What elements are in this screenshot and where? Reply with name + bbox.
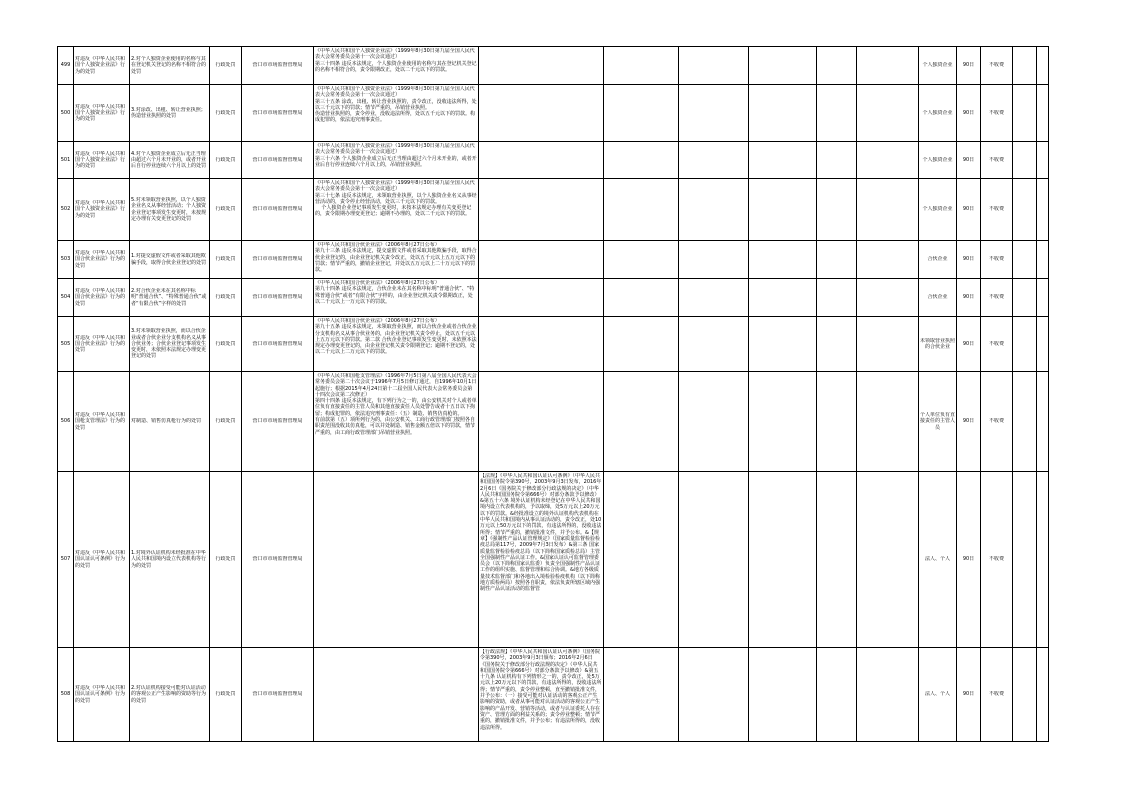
blank-cell (679, 85, 749, 142)
matter-type-text: 行政处罚 (215, 418, 236, 425)
matter-name (74, 179, 130, 241)
enforcement-body-text: 营口市市场监督管理局 (252, 62, 303, 69)
matter-name (74, 648, 130, 742)
legal-basis (314, 317, 479, 372)
subject-text: 法人、个人 (924, 691, 950, 698)
row-number-text: 504 (60, 294, 71, 301)
time-limit (957, 142, 981, 179)
blank-cell (1037, 85, 1049, 142)
time-limit (957, 472, 981, 648)
matter-name-text: 对违反《中华人民共和国枪支管理法》行为的处罚 (75, 412, 126, 431)
sub-item-name (130, 241, 210, 279)
matter-name (74, 85, 130, 142)
blank-cell (604, 179, 679, 241)
blank-cell (679, 317, 749, 372)
blank-cell (604, 241, 679, 279)
blank-cell (679, 472, 749, 648)
enforcement-table (57, 46, 1049, 742)
blank-cell (857, 142, 919, 179)
blank-cell (749, 47, 817, 85)
fee (981, 317, 1013, 372)
table-row (58, 179, 1049, 241)
matter-name-text: 对违反《中华人民共和国个人独资企业法》行为的处罚 (75, 56, 126, 75)
enforcement-body (242, 85, 314, 142)
blank-cell (817, 142, 857, 179)
blank-cell (679, 648, 749, 742)
blank-cell (749, 279, 817, 317)
blank-cell (1037, 47, 1049, 85)
time-limit-text: 90日 (962, 206, 975, 213)
blank-cell (1013, 317, 1037, 372)
matter-type (210, 85, 242, 142)
matter-type-text: 行政处罚 (215, 62, 236, 69)
blank-cell (857, 317, 919, 372)
blank-cell (857, 372, 919, 472)
row-number (58, 179, 74, 241)
blank-cell (1037, 241, 1049, 279)
time-limit (957, 179, 981, 241)
blank-cell (1013, 179, 1037, 241)
enforcement-body (242, 279, 314, 317)
subject-text: 合伙企业 (927, 294, 948, 301)
legal-basis-text: 《中华人民共和国个人独资企业法》（1999年8月30日第九届全国人民代表大会常务委员会第十一次会议通过） 第三十四条 违反本法规定，个人独资企业使用的名称与其在登记机关登记的名称不相符合的，责令限期改正，处以二千元以下的罚款。 (315, 48, 477, 73)
fee-text: 不收费 (988, 691, 1004, 698)
legal-basis (314, 179, 479, 241)
matter-type (210, 241, 242, 279)
subject-text: 个人单位负有直接责任的主管人员 (920, 412, 955, 431)
table-row (58, 648, 1049, 742)
row-number (58, 317, 74, 372)
enforcement-body-text: 营口市市场监督管理局 (252, 691, 303, 698)
time-limit-text: 90日 (962, 294, 975, 301)
matter-type-text: 行政处罚 (215, 156, 236, 163)
enforcement-body-text: 营口市市场监督管理局 (252, 109, 303, 116)
sub-item-name (130, 85, 210, 142)
row-number (58, 279, 74, 317)
blank-cell (1013, 648, 1037, 742)
blank-cell (817, 317, 857, 372)
subject (919, 372, 957, 472)
time-limit (957, 317, 981, 372)
legal-basis-alt-text: 【行政法规】《中华人民共和国认证认可条例》（国务院令第390号，2003年9月3日颁布；2016年2月6日《国务院关于修改部分行政法规的决定》（中华人民共和国国务院令第666号）对部分条款予以修改）&第五十九条 认证机构有下列情形之一的，责令改正，处5万元以上20万元以下的罚款，有违法所得的，没收违法所得；情节严重的，责令停业整顿，直至撤销批准文件，并予公布：（一）接受可能对认证活动的客观公正产生影响的资助，或者从事可能对认证活动的客观公正产生影响的产品开发、营销等活动，或者与认证委托人存在资产、管理方面的利益关系的；责令停业整顿；情节严重的，撤销批准文件，并予公布；有违法所得的，没收违法所得。 (480, 649, 602, 731)
blank-cell (1037, 179, 1049, 241)
sub-item-name (130, 648, 210, 742)
matter-name (74, 372, 130, 472)
blank-cell (817, 179, 857, 241)
subject-text: 个人独资企业 (922, 156, 953, 163)
row-number (58, 472, 74, 648)
enforcement-body-text: 营口市市场监督管理局 (252, 206, 303, 213)
matter-name-text: 对违反《中华人民共和国合伙企业法》行为的处罚 (75, 250, 126, 269)
sub-item-name-text: 3.对未领取营业执照，而以合伙企业或者合伙企业分支机构名义从事合伙业务；合伙企业登记事项发生变更时，未依照本法规定办理变更登记的处罚 (131, 328, 207, 360)
blank-cell (679, 241, 749, 279)
blank-cell (604, 85, 679, 142)
fee-text: 不收费 (988, 206, 1004, 213)
legal-basis-alt (479, 648, 604, 742)
legal-basis-alt (479, 472, 604, 648)
fee-text: 不收费 (988, 156, 1004, 163)
sub-item-name (130, 142, 210, 179)
row-number (58, 372, 74, 472)
blank-cell (817, 372, 857, 472)
table-row (58, 85, 1049, 142)
sub-item-name (130, 279, 210, 317)
row-number (58, 648, 74, 742)
legal-basis-alt (479, 47, 604, 85)
matter-type (210, 47, 242, 85)
fee (981, 472, 1013, 648)
sub-item-name-text: 2.对个人独资企业使用的名称与其在登记机关登记的名称不相符合的处罚 (131, 56, 207, 75)
enforcement-body-text: 营口市市场监督管理局 (252, 418, 303, 425)
fee-text: 不收费 (988, 294, 1004, 301)
time-limit-text: 90日 (962, 109, 975, 116)
fee (981, 241, 1013, 279)
blank-cell (679, 279, 749, 317)
matter-type-text: 行政处罚 (215, 256, 236, 263)
matter-type (210, 142, 242, 179)
fee (981, 279, 1013, 317)
blank-cell (857, 47, 919, 85)
table-row (58, 317, 1049, 372)
matter-type (210, 179, 242, 241)
legal-basis (314, 85, 479, 142)
subject-text: 个人独资企业 (922, 62, 953, 69)
matter-type-text: 行政处罚 (215, 206, 236, 213)
subject-text: 个人独资企业 (922, 109, 953, 116)
blank-cell (1013, 47, 1037, 85)
legal-basis (314, 47, 479, 85)
enforcement-body (242, 241, 314, 279)
sub-item-name-text: 5.对未领取营业执照，以个人独资企业名义从事经营活动；个人独资企业登记事项发生变更时，未按规定办理有关变更登记的处罚 (131, 196, 207, 222)
fee-text: 不收费 (988, 256, 1004, 263)
enforcement-body (242, 142, 314, 179)
enforcement-body-text: 营口市市场监督管理局 (252, 556, 303, 563)
blank-cell (857, 472, 919, 648)
matter-name-text: 对违反《中华人民共和国合伙企业法》行为的处罚 (75, 334, 126, 354)
subject (919, 142, 957, 179)
blank-cell (1013, 372, 1037, 472)
time-limit (957, 241, 981, 279)
row-number (58, 47, 74, 85)
subject (919, 241, 957, 279)
legal-basis-text: 《中华人民共和国个人独资企业法》（1999年8月30日第九届全国人民代表大会常务委员会第十一次会议通过） 第三十七条 违反本法规定，未领取营业执照，以个人独资企业名义从事经营活动的，责令停止经营活动，处以三千元以下的罚款。 个人独资企业登记事项发生变更时，未按本法规定办理有关变更登记的，责令限期办理变更登记；逾期不办理的，处以二千元以下的罚款。 (315, 180, 477, 218)
row-number-text: 506 (60, 418, 71, 425)
matter-name (74, 142, 130, 179)
sub-item-name (130, 372, 210, 472)
table-row (58, 142, 1049, 179)
enforcement-body (242, 317, 314, 372)
blank-cell (604, 648, 679, 742)
blank-cell (817, 47, 857, 85)
subject (919, 472, 957, 648)
fee (981, 142, 1013, 179)
legal-basis (314, 648, 479, 742)
enforcement-body (242, 472, 314, 648)
enforcement-body-text: 营口市市场监督管理局 (252, 156, 303, 163)
legal-basis-text: 《中华人民共和国合伙企业法》（2006年8月27日公布） 第九十四条 违反本法规定，合伙企业未在其名称中标明“普通合伙”、“特殊普通合伙”或者“有限合伙”字样的，由企业登记机关责令限期改正，处以二千元以上一万元以下的罚款。 (315, 280, 475, 305)
sub-item-name (130, 179, 210, 241)
blank-cell (1037, 142, 1049, 179)
matter-name (74, 241, 130, 279)
sub-item-name (130, 317, 210, 372)
blank-cell (679, 142, 749, 179)
matter-name (74, 279, 130, 317)
matter-name-text: 对违反《中华人民共和国认证认可条例》行为的处罚 (75, 550, 126, 569)
fee-text: 不收费 (988, 340, 1004, 347)
blank-cell (604, 279, 679, 317)
blank-cell (749, 142, 817, 179)
blank-cell (679, 47, 749, 85)
legal-basis-alt (479, 317, 604, 372)
matter-name-text: 对违反《中华人民共和国个人独资企业法》行为的处罚 (75, 103, 126, 123)
legal-basis-text: 《中华人民共和国枪支管理法》（1996年7月5日第八届全国人民代表大会常务委员会第二十次会议于1996年7月5日修订通过，自1996年10月1日起施行；根据2015年4月24日第十二届全国人民代表大会常务委员会第十四次会议第二次修正） 第四十四条 违反本法规定，有下列行为之一的，由公安机关对个人或者单位负有直接责任的主管人员和其他直接责任人员处警告或者十五日以下拘留；构成犯罪的，依法追究刑事责任：（五）制造、销售仿真枪的。 有前款第（五）项所列行为的，由公安机关、工商行政管理部门按照各自职责范围没收其仿真枪，可以并处制造、销售金额五倍以下的罚款，情节严重的，由工商行政管理部门吊销营业执照。 (315, 373, 477, 436)
row-number (58, 142, 74, 179)
matter-name (74, 317, 130, 372)
blank-cell (749, 648, 817, 742)
time-limit-text: 90日 (962, 418, 975, 425)
fee-text: 不收费 (988, 556, 1004, 563)
blank-cell (1013, 85, 1037, 142)
matter-name-text: 对违反《中华人民共和国合伙企业法》行为的处罚 (75, 288, 126, 307)
table-row (58, 241, 1049, 279)
blank-cell (857, 179, 919, 241)
fee (981, 85, 1013, 142)
row-number-text: 503 (60, 256, 71, 263)
legal-basis-alt (479, 179, 604, 241)
blank-cell (604, 372, 679, 472)
fee-text: 不收费 (988, 109, 1004, 116)
time-limit (957, 648, 981, 742)
fee-text: 不收费 (988, 62, 1004, 69)
subject-text: 未领取营业执照的合伙企业 (920, 337, 955, 350)
legal-basis (314, 279, 479, 317)
sub-item-name-text: 1.对境外认证机构未经批准在中华人民共和国境内设立代表机构等行为的处罚 (131, 550, 207, 569)
blank-cell (1013, 279, 1037, 317)
row-number (58, 85, 74, 142)
blank-cell (857, 648, 919, 742)
blank-cell (857, 85, 919, 142)
sub-item-name-text: 对制造、销售仿真枪行为的处罚 (131, 418, 202, 425)
legal-basis (314, 241, 479, 279)
legal-basis-text: 《中华人民共和国合伙企业法》（2006年8月27日公布） 第九十三条 违反本法规定，提交虚假文件或者采取其他欺骗手段，取得合伙企业登记的，由企业登记机关责令改正，处以五千元以上五万元以下的罚款；情节严重的，撤销企业登记，并处以五万元以上二十万元以下的罚款。 (315, 242, 477, 274)
time-limit (957, 372, 981, 472)
fee (981, 648, 1013, 742)
blank-cell (817, 241, 857, 279)
subject-text: 个人独资企业 (922, 206, 953, 213)
enforcement-body (242, 648, 314, 742)
blank-cell (1013, 472, 1037, 648)
matter-type-text: 行政处罚 (215, 294, 236, 301)
row-number-text: 508 (60, 691, 71, 698)
subject (919, 648, 957, 742)
matter-type (210, 472, 242, 648)
row-number-text: 499 (60, 62, 71, 69)
blank-cell (817, 85, 857, 142)
fee-text: 不收费 (988, 418, 1004, 425)
time-limit-text: 90日 (962, 62, 975, 69)
blank-cell (604, 472, 679, 648)
matter-type (210, 317, 242, 372)
sub-item-name-text: 3.对涂改、出租、转让营业执照；伪造营业执照的处罚 (131, 106, 206, 119)
sub-item-name (130, 472, 210, 648)
matter-type-text: 行政处罚 (215, 556, 236, 563)
blank-cell (749, 372, 817, 472)
time-limit (957, 47, 981, 85)
fee (981, 179, 1013, 241)
blank-cell (1037, 472, 1049, 648)
matter-type-text: 行政处罚 (215, 340, 236, 347)
subject (919, 317, 957, 372)
legal-basis (314, 472, 479, 648)
blank-cell (1037, 317, 1049, 372)
subject (919, 279, 957, 317)
table-row (58, 279, 1049, 317)
blank-cell (604, 317, 679, 372)
matter-name-text: 对违反《中华人民共和国个人独资企业法》行为的处罚 (75, 200, 126, 219)
blank-cell (857, 241, 919, 279)
time-limit-text: 90日 (962, 556, 975, 563)
subject (919, 179, 957, 241)
time-limit (957, 85, 981, 142)
subject (919, 85, 957, 142)
sub-item-name-text: 2.对合伙企业未在其名称中标明“普通合伙”、“特殊普通合伙”或者“有限合伙”字样的处罚 (131, 288, 207, 307)
fee (981, 47, 1013, 85)
matter-name (74, 47, 130, 85)
enforcement-body-text: 营口市市场监督管理局 (252, 340, 303, 347)
row-number-text: 501 (60, 156, 71, 163)
blank-cell (1013, 241, 1037, 279)
sub-item-name-text: 1.对提交虚假文件或者采取其他欺骗手段，取得合伙企业登记的处罚 (131, 253, 207, 266)
legal-basis-text: 《中华人民共和国个人独资企业法》（1999年8月30日第九届全国人民代表大会常务委员会第十一次会议通过） 第三十五条 涂改、出租、转让营业执照的，责令改正，没收违法所得，处以三千元以下的罚款；情节严重的，吊销营业执照。 伪造营业执照的，责令停业，没收违法所得，处以五千元以下的罚款。构成犯罪的，依法追究刑事责任。 (315, 86, 477, 124)
matter-name (74, 472, 130, 648)
matter-type (210, 648, 242, 742)
blank-cell (604, 142, 679, 179)
enforcement-body (242, 179, 314, 241)
time-limit-text: 90日 (962, 156, 975, 163)
row-number (58, 241, 74, 279)
legal-basis-text: 《中华人民共和国合伙企业法》（2006年8月27日公布） 第九十五条 违反本法规定，未领取营业执照，而以合伙企业或者合伙企业分支机构名义从事合伙业务的，由企业登记机关责令停止，处以五千元以上五万元以下的罚款。第二款 合伙企业登记事项发生变更时，未依照本法规定办理变更登记的，由企业登记机关责令限期登记；逾期不登记的，处以二千元以上二万元以下的罚款。 (315, 318, 477, 356)
blank-cell (1037, 648, 1049, 742)
legal-basis-alt (479, 372, 604, 472)
matter-type-text: 行政处罚 (215, 109, 236, 116)
blank-cell (604, 47, 679, 85)
table-row (58, 372, 1049, 472)
legal-basis-alt (479, 241, 604, 279)
legal-basis (314, 142, 479, 179)
enforcement-body (242, 47, 314, 85)
blank-cell (1013, 142, 1037, 179)
matter-type (210, 279, 242, 317)
enforcement-body-text: 营口市市场监督管理局 (252, 294, 303, 301)
blank-cell (817, 648, 857, 742)
row-number-text: 505 (60, 340, 71, 347)
sub-item-name (130, 47, 210, 85)
matter-name-text: 对违反《中华人民共和国认证认可条例》行为的处罚 (75, 685, 126, 704)
blank-cell (679, 372, 749, 472)
row-number-text: 500 (60, 109, 71, 116)
blank-cell (857, 279, 919, 317)
legal-basis-text: 《中华人民共和国个人独资企业法》（1999年8月30日第九届全国人民代表大会常务委员会第十一次会议通过） 第三十六条 个人独资企业成立后无正当理由超过六个月未开业的，或者开业后自行停业连续六个月以上的，吊销营业执照。 (315, 143, 477, 168)
enforcement-body-text: 营口市市场监督管理局 (252, 256, 303, 263)
blank-cell (1037, 372, 1049, 472)
blank-cell (749, 241, 817, 279)
legal-basis-alt (479, 142, 604, 179)
subject (919, 47, 957, 85)
sub-item-name-text: 2.对认证机构接受可能对认证活动的客观公正产生影响的资助等行为的处罚 (131, 685, 207, 704)
row-number-text: 507 (60, 556, 71, 563)
matter-name-text: 对违反《中华人民共和国个人独资企业法》行为的处罚 (75, 150, 126, 170)
subject-text: 合伙企业 (927, 256, 948, 263)
time-limit-text: 90日 (962, 691, 975, 698)
time-limit-text: 90日 (962, 340, 975, 347)
matter-type (210, 372, 242, 472)
blank-cell (679, 179, 749, 241)
blank-cell (749, 179, 817, 241)
enforcement-body (242, 372, 314, 472)
table-row (58, 47, 1049, 85)
legal-basis (314, 372, 479, 472)
row-number-text: 502 (60, 206, 71, 213)
time-limit-text: 90日 (962, 256, 975, 263)
blank-cell (749, 472, 817, 648)
legal-basis-alt-text: 【法规】《中华人民共和国认证认可条例》（中华人民共和国国务院令第390号，2003年9月3日发布，2016年2月6日《国务院关于修改部分行政法规的决定》（中华人民共和国国务院令第666号）对部分条款予以修改）&第五十六条 境外认证机构未经登记在中华人民共和国境内设立代表机构的，予以取缔，处5万元以上20万元以下的罚款。&经批准设立的境外认证机构代表机构在中华人民共和国境内从事认证活动的，责令改正，处10万元以上50万元以下的罚款，有违法所得的，没收违法所得；情节严重的，撤销批准文件，并予公布。&【规章】《强制性产品认证管理规定》（国家质量监督检验检疫总局第117号，2009年7月3日发布）&第三条 国家质量监督检验检疫总局（以下简称国家质检总局）主管全国强制性产品认证工作。&国家认证认可监督管理委员会（以下简称国家认监委）负责全国强制性产品认证工作的组织实施、监督管理和综合协调。&地方各级质量技术监督部门和各地出入境检验检疫机构（以下简称地方质检两局）按照各自职责，依法负责所辖区域内强制性产品认证活动的监督管 (480, 473, 602, 593)
blank-cell (749, 85, 817, 142)
table-row (58, 472, 1049, 648)
legal-basis-alt (479, 85, 604, 142)
blank-cell (749, 317, 817, 372)
sub-item-name-text: 4.对个人独资企业成立后无正当理由超过六个月未开业的，或者开业后自行停业连续六个月以上的处罚 (131, 150, 207, 170)
legal-basis-alt (479, 279, 604, 317)
matter-type-text: 行政处罚 (215, 691, 236, 698)
blank-cell (817, 279, 857, 317)
blank-cell (817, 472, 857, 648)
time-limit (957, 279, 981, 317)
fee (981, 372, 1013, 472)
subject-text: 法人、个人 (924, 556, 950, 563)
blank-cell (1037, 279, 1049, 317)
